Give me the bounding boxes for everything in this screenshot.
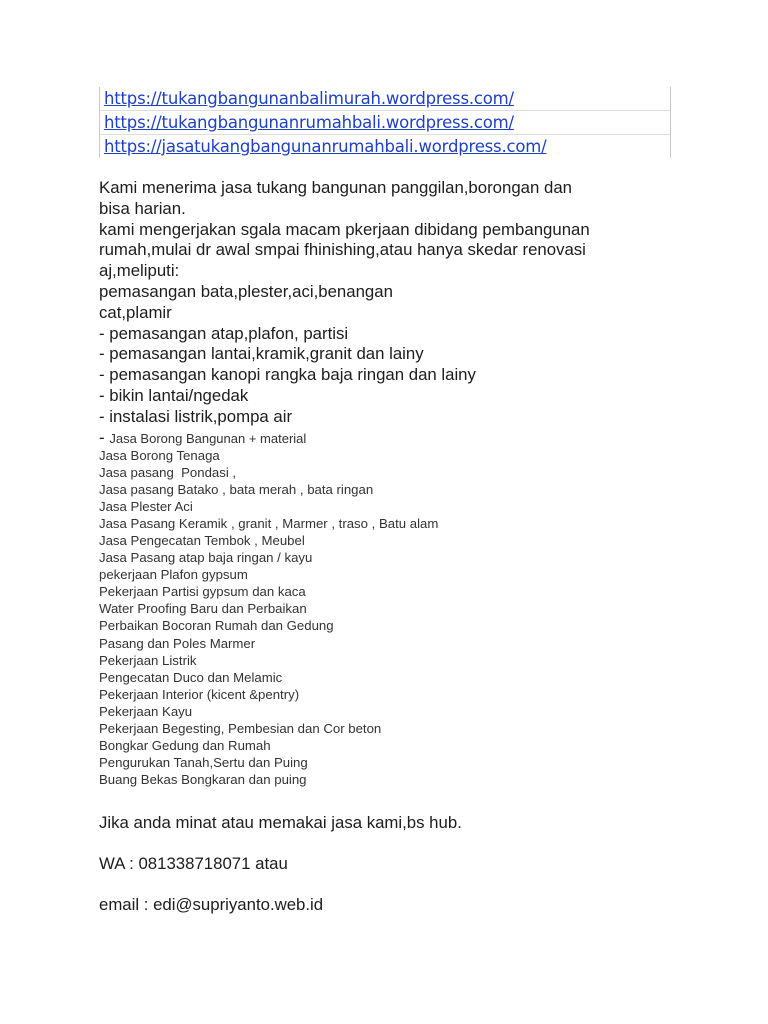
intro-line: - pemasangan kanopi rangka baja ringan dan lainy bbox=[99, 365, 476, 385]
service-item: pekerjaan Plafon gypsum bbox=[99, 567, 248, 583]
dash-service-text: Jasa Borong Bangunan + material bbox=[109, 430, 307, 446]
links-table bbox=[99, 87, 671, 158]
contact-cta: Jika anda minat atau memakai jasa kami,bs hub. bbox=[99, 813, 462, 832]
link-jasatukangbangunanrumahbali[interactable]: https://jasatukangbangunanrumahbali.wordpress.com/ bbox=[104, 137, 547, 156]
service-item: Jasa Pasang Keramik , granit , Marmer , traso , Batu alam bbox=[99, 516, 439, 532]
intro-line: Kami menerima jasa tukang bangunan panggilan,borongan dan bbox=[99, 178, 573, 197]
service-item: Pekerjaan Listrik bbox=[99, 652, 197, 668]
service-item: Pekerjaan Interior (kicent &pentry) bbox=[99, 686, 300, 702]
service-item: Jasa Pengecatan Tembok , Meubel bbox=[99, 533, 305, 549]
service-item: Pekerjaan Partisi gypsum dan kaca bbox=[99, 584, 306, 600]
service-item: Jasa Plester Aci bbox=[99, 499, 193, 515]
link-row bbox=[100, 87, 670, 111]
service-item: Buang Bekas Bongkaran dan puing bbox=[99, 771, 307, 787]
dash-marker: - bbox=[99, 427, 105, 447]
intro-line: - bikin lantai/ngedak bbox=[99, 385, 249, 405]
intro-line: pemasangan bata,plester,aci,benangan bbox=[99, 281, 393, 301]
service-item: Water Proofing Baru dan Perbaikan bbox=[99, 601, 307, 617]
intro-line: rumah,mulai dr awal smpai fhinishing,atau hanya skedar renovasi bbox=[99, 240, 586, 260]
link-row bbox=[100, 135, 670, 158]
contact-whatsapp: WA : 081338718071 atau bbox=[99, 854, 288, 873]
service-item: Pengecatan Duco dan Melamic bbox=[99, 669, 283, 685]
service-item: Jasa pasang Batako , bata merah , bata ringan bbox=[99, 482, 374, 498]
link-tukangbangunanrumahbali[interactable]: https://tukangbangunanrumahbali.wordpress.com/ bbox=[104, 113, 514, 132]
intro-line: aj,meliputi: bbox=[99, 261, 180, 281]
intro-line: bisa harian. bbox=[99, 198, 186, 218]
intro-line: cat,plamir bbox=[99, 302, 172, 322]
intro-line: - instalasi listrik,pompa air bbox=[99, 406, 293, 426]
intro-line: - pemasangan lantai,kramik,granit dan lainy bbox=[99, 344, 424, 364]
intro-line: - pemasangan atap,plafon, partisi bbox=[99, 323, 349, 343]
service-item: Bongkar Gedung dan Rumah bbox=[99, 737, 271, 753]
service-item: Jasa Pasang atap baja ringan / kayu bbox=[99, 550, 313, 566]
service-item: Pekerjaan Kayu bbox=[99, 703, 193, 719]
service-item: Pengurukan Tanah,Sertu dan Puing bbox=[99, 754, 308, 770]
intro-line: kami mengerjakan sgala macam pkerjaan dibidang pembangunan bbox=[99, 219, 590, 239]
link-row bbox=[100, 111, 670, 135]
service-item: Jasa Borong Tenaga bbox=[99, 448, 220, 463]
contact-block bbox=[99, 811, 699, 934]
service-item: Jasa pasang Pondasi , bbox=[99, 465, 237, 481]
link-tukangbangunanbalimurah[interactable]: https://tukangbangunanbalimurah.wordpress.com/ bbox=[104, 89, 514, 108]
service-item: Pasang dan Poles Marmer bbox=[99, 635, 256, 651]
services-list bbox=[99, 447, 699, 788]
contact-email: email : edi@supriyanto.web.id bbox=[99, 895, 324, 914]
intro-text bbox=[99, 178, 699, 449]
service-item: Perbaikan Bocoran Rumah dan Gedung bbox=[99, 618, 334, 634]
service-item: Pekerjaan Begesting, Pembesian dan Cor beton bbox=[99, 720, 382, 736]
